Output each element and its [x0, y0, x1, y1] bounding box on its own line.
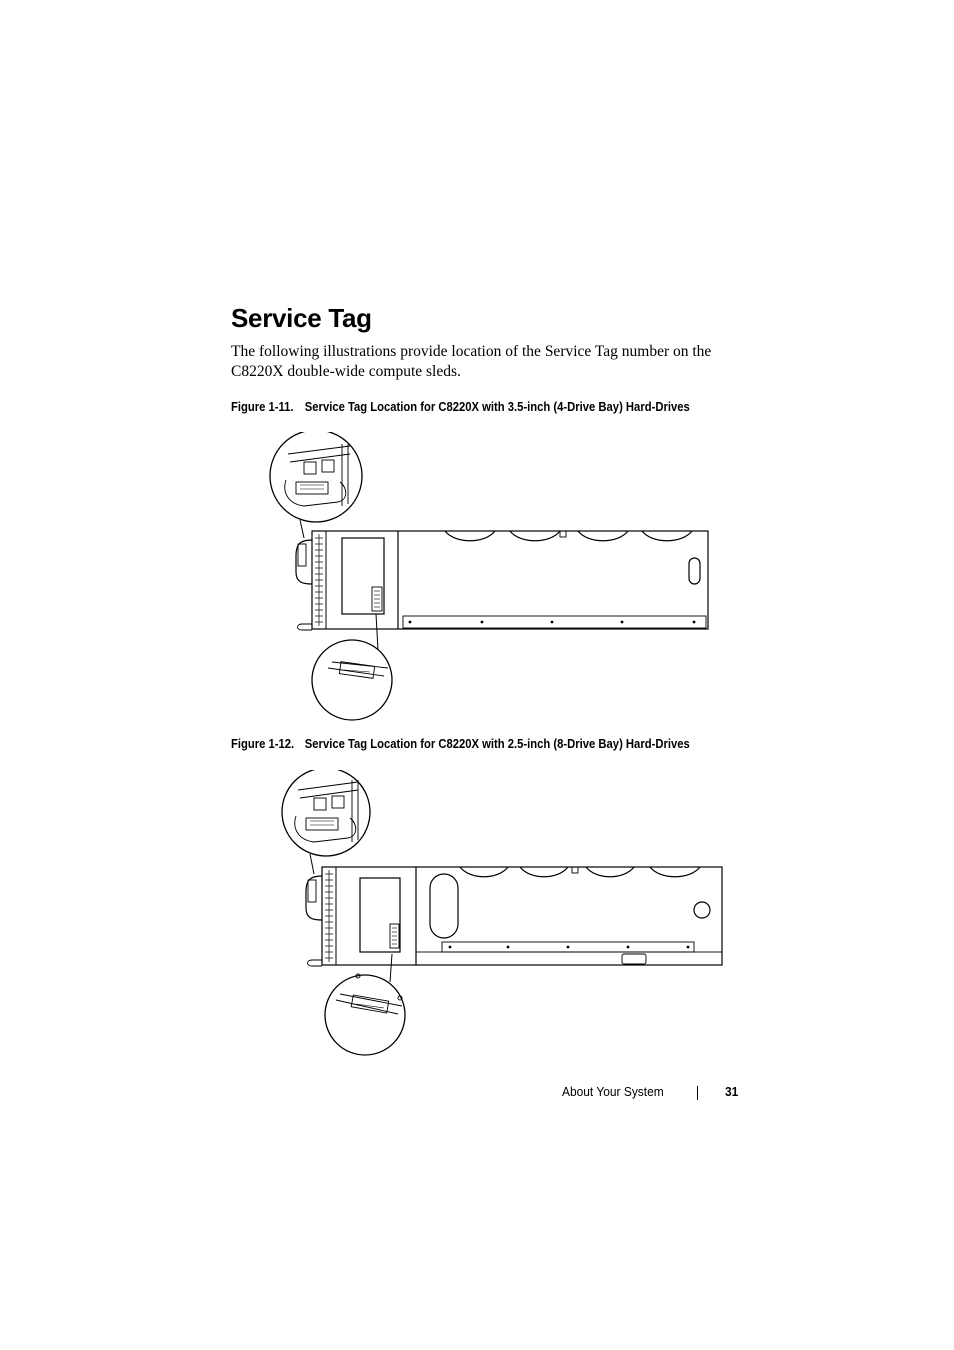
page-number: 31	[725, 1084, 739, 1099]
figure-illustration-2	[270, 770, 730, 1062]
figure-caption-text-1: Service Tag Location for C8220X with 3.5-inch (4-Drive Bay) Hard-Drives	[304, 400, 690, 414]
figure-caption-2	[231, 737, 690, 751]
intro-paragraph: The following illustrations provide location of the Service Tag number on the C8220X double-wide compute sleds.	[231, 343, 712, 380]
figure-caption-text-2: Service Tag Location for C8220X with 2.5-inch (8-Drive Bay) Hard-Drives	[304, 737, 690, 751]
section-title: Service Tag	[231, 303, 372, 333]
figure-caption-1	[231, 400, 690, 414]
figure-number-2: Figure 1-12.	[231, 737, 295, 751]
figure-illustration-1	[260, 432, 720, 724]
footer-section-name: About Your System	[562, 1084, 664, 1099]
figure-number-1: Figure 1-11.	[231, 400, 294, 414]
footer-separator	[697, 1086, 698, 1100]
